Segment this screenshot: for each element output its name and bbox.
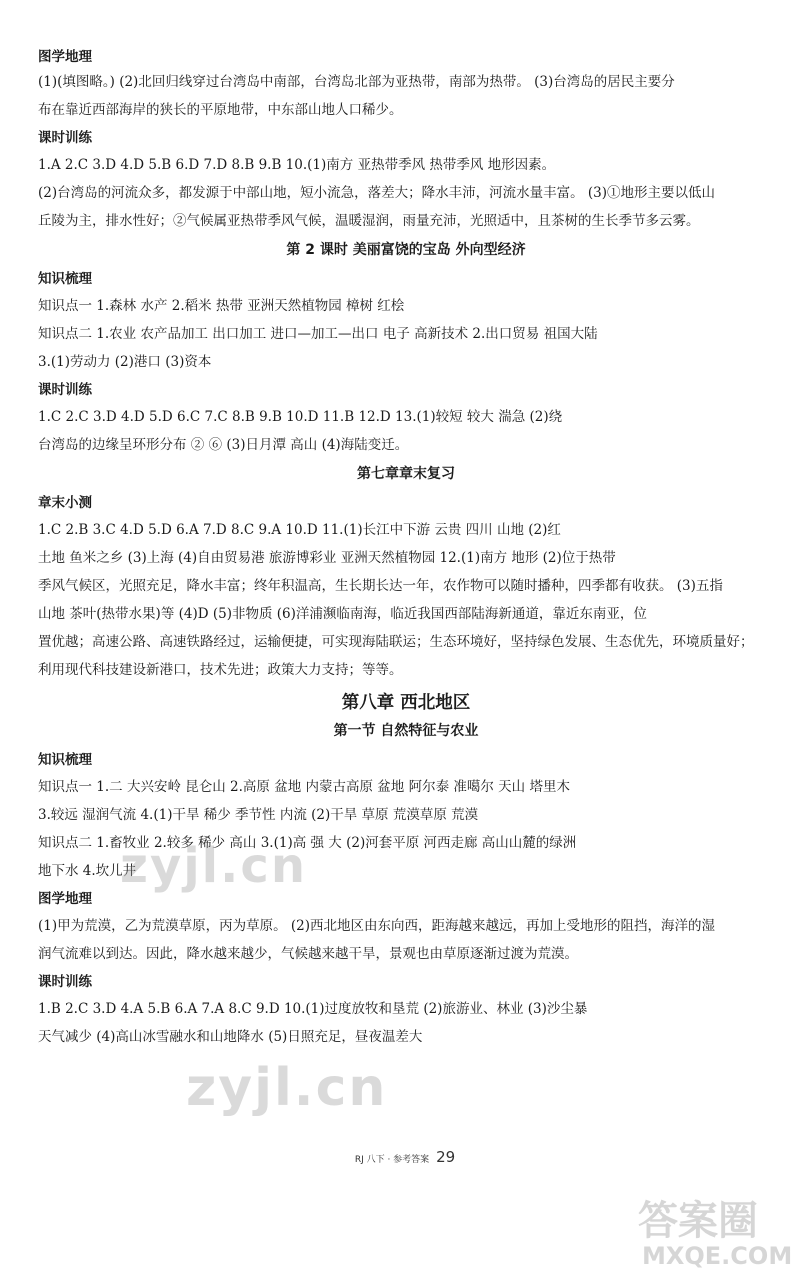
section-heading: 图学地理 [38, 891, 92, 907]
answer-line: 知识点二 1.畜牧业 2.较多 稀少 高山 3.(1)高 强 大 (2)河套平原 河西走廊 高山山麓的绿洲 [38, 835, 577, 851]
answer-line: 地下水 4.坎儿井 [38, 863, 137, 879]
answer-line: 天气减少 (4)高山冰雪融水和山地降水 (5)日照充足，昼夜温差大 [38, 1029, 423, 1045]
section-heading: 知识梳理 [38, 271, 92, 287]
answer-line: 1.A 2.C 3.D 4.D 5.B 6.D 7.D 8.B 9.B 10.(1)南方 亚热带季风 热带季风 地形因素。 [38, 157, 556, 173]
answer-line: 1.B 2.C 3.D 4.A 5.B 6.A 7.A 8.C 9.D 10.(1)过度放牧和垦荒 (2)旅游业、林业 (3)沙尘暴 [38, 1001, 588, 1017]
section-heading: 课时训练 [38, 382, 92, 398]
answer-line: 知识点一 1.森林 水产 2.稻米 热带 亚洲天然植物园 樟树 红桧 [38, 298, 405, 314]
chapter-review-title: 第七章章末复习 [357, 466, 455, 482]
section-heading: 章末小测 [38, 495, 92, 511]
section-heading: 图学地理 [38, 49, 92, 65]
answer-line: 季风气候区，光照充足，降水丰富；终年积温高，生长期长达一年，农作物可以随时播种，四季都有收获。 (3)五指 [38, 578, 723, 594]
logo-url: MXQE.COM [642, 1242, 793, 1270]
answer-line: 利用现代科技建设新港口，技术先进；政策大力支持；等等。 [38, 662, 403, 678]
answer-line: 知识点一 1.二 大兴安岭 昆仑山 2.高原 盆地 内蒙古高原 盆地 阿尔泰 准噶尔 天山 塔里木 [38, 779, 570, 795]
section-heading: 课时训练 [38, 130, 92, 146]
logo-text: 答案圈 [638, 1198, 758, 1244]
answer-line: 润气流难以到达。因此，降水越来越少，气候越来越干旱，景观也由草原逐渐过渡为荒漠。 [38, 946, 578, 962]
footer-label: RJ 八下 · 参考答案 [354, 1155, 430, 1165]
page-number: 29 [436, 1148, 456, 1166]
section-heading: 课时训练 [38, 974, 92, 990]
answer-line: (2)台湾岛的河流众多，都发源于中部山地，短小流急，落差大；降水丰沛，河流水量丰富。 (3)①地形主要以低山 [38, 185, 716, 201]
answer-line: 丘陵为主，排水性好；②气候属亚热带季风气候，温暖湿润，雨量充沛，光照适中，且茶树的生长季节多云雾。 [38, 213, 700, 229]
answer-line: 土地 鱼米之乡 (3)上海 (4)自由贸易港 旅游博彩业 亚洲天然植物园 12.(1)南方 地形 (2)位于热带 [38, 550, 616, 566]
chapter-title: 第八章 西北地区 [341, 693, 471, 713]
watermark-text: zyjl.cn [186, 1058, 388, 1118]
answer-line: 3.较远 湿润气流 4.(1)干旱 稀少 季节性 内流 (2)干旱 草原 荒漠草原 荒漠 [38, 807, 479, 823]
page-footer [0, 1148, 810, 1166]
answer-line: 台湾岛的边缘呈环形分布 ② ⑥ (3)日月潭 高山 (4)海陆变迁。 [38, 437, 409, 453]
answer-line: (1)(填图略。) (2)北回归线穿过台湾岛中南部，台湾岛北部为亚热带，南部为热带。 (3)台湾岛的居民主要分 [38, 74, 675, 90]
lesson-title: 第 2 课时 美丽富饶的宝岛 外向型经济 [286, 242, 526, 258]
answer-line: (1)甲为荒漠，乙为荒漠草原，丙为草原。 (2)西北地区由东向西，距海越来越远，再加上受地形的阻挡，海洋的湿 [38, 918, 716, 934]
section-title: 第一节 自然特征与农业 [333, 723, 479, 739]
watermark-text: zyjl.cn [120, 838, 307, 894]
section-heading: 知识梳理 [38, 752, 92, 768]
answer-line: 山地 茶叶(热带水果)等 (4)D (5)非物质 (6)洋浦濒临南海，临近我国西部陆海新通道，靠近东南亚，位 [38, 606, 647, 622]
answer-line: 1.C 2.C 3.D 4.D 5.D 6.C 7.C 8.B 9.B 10.D 11.B 12.D 13.(1)较短 较大 湍急 (2)绕 [38, 409, 563, 425]
answer-line: 知识点二 1.农业 农产品加工 出口加工 进口—加工—出口 电子 高新技术 2.出口贸易 祖国大陆 [38, 326, 598, 342]
answer-page [38, 48, 774, 1046]
answer-line: 布在靠近西部海岸的狭长的平原地带，中东部山地人口稀少。 [38, 102, 403, 118]
answer-line: 1.C 2.B 3.C 4.D 5.D 6.A 7.D 8.C 9.A 10.D 11.(1)长江中下游 云贵 四川 山地 (2)红 [38, 522, 561, 538]
answer-line: 3.(1)劳动力 (2)港口 (3)资本 [38, 354, 212, 370]
answer-line: 置优越；高速公路、高速铁路经过，运输便捷，可实现海陆联运；生态环境好，坚持绿色发展、生态优先，环境质量好； [38, 634, 754, 650]
watermark-logo [632, 1190, 794, 1270]
